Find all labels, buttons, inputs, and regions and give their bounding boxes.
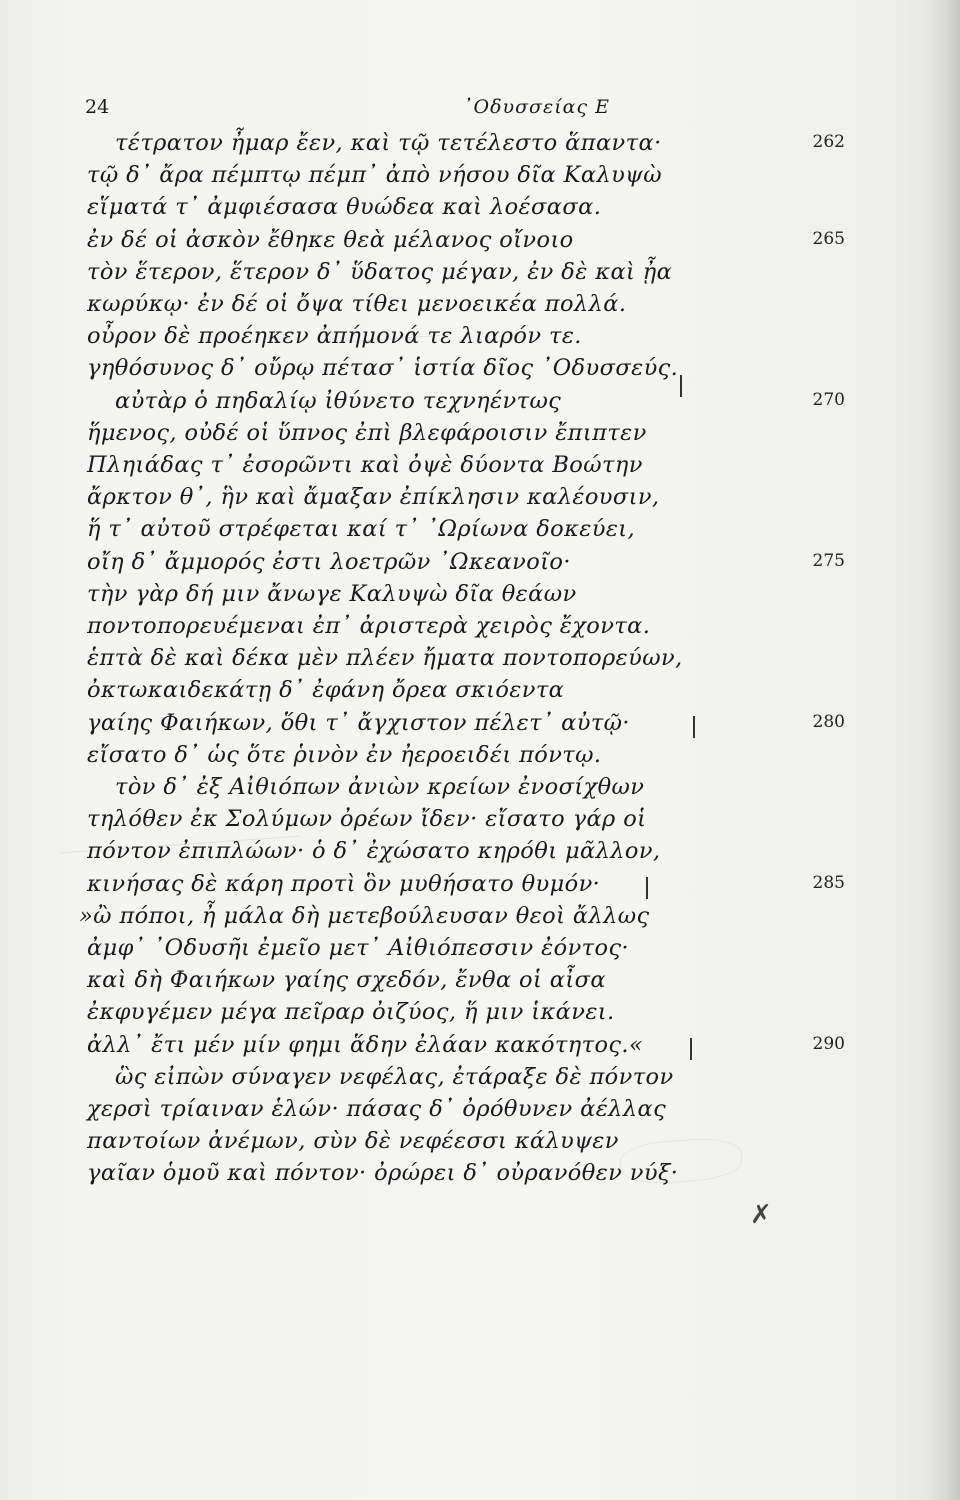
line-number: 285: [812, 872, 845, 893]
verse-line: [85, 420, 845, 454]
verse-text: οὖρον δὲ προέηκεν ἀπήμονά τε λιαρόν τε.: [87, 323, 582, 350]
verse-line: [85, 516, 845, 550]
verse-line: [79, 902, 845, 937]
page-edge-shadow: [924, 0, 960, 1500]
verse-text: εἴσατο δ᾽ ὡς ὅτε ῥινὸν ἐν ἠεροειδέι πόντῳ.: [87, 741, 602, 768]
verse-line: [85, 291, 845, 325]
margin-mark: [646, 877, 648, 899]
line-number: 275: [812, 550, 845, 571]
verse-line: [85, 1160, 845, 1194]
verse-line: [85, 227, 845, 261]
verse-line: [85, 999, 845, 1033]
verse-line: [85, 355, 845, 389]
margin-mark: [690, 1038, 692, 1060]
verse-line: [85, 162, 845, 196]
verse-text: τὴν γὰρ δή μιν ἄνωγε Καλυψὼ δῖα θεάων: [87, 580, 577, 607]
verse-text: γαῖαν ὁμοῦ καὶ πόντον· ὀρώρει δ᾽ οὐρανόθεν νύξ·: [87, 1160, 679, 1187]
verse-line: [85, 774, 845, 808]
verse-line: [85, 967, 845, 1001]
verse-text: αὐτὰρ ὁ πηδαλίῳ ἰθύνετο τεχνηέντως: [115, 387, 562, 414]
margin-mark: [680, 375, 682, 397]
line-number: 262: [812, 132, 845, 152]
verse-line: [85, 645, 845, 679]
verse-text: γαίης Φαιήκων, ὅθι τ᾽ ἄγχιστον πέλετ᾽ αὐτῷ·: [87, 709, 630, 736]
verse-text: γηθόσυνος δ᾽ οὔρῳ πέτασ᾽ ἱστία δῖος ᾽Οδυσσεύς.: [87, 355, 679, 382]
cross-mark-icon: ✗: [750, 1200, 772, 1230]
verse-line: [85, 935, 845, 969]
verse-text: παντοίων ἀνέμων, σὺν δὲ νεφέεσσι κάλυψεν: [87, 1128, 619, 1155]
verse-text: τὸν ἕτερον, ἕτερον δ᾽ ὕδατος μέγαν, ἐν δὲ καὶ ᾖα: [87, 258, 673, 285]
verse-text: ἀλλ᾽ ἔτι μέν μίν φημι ἅδην ἐλάαν κακότητος.«: [87, 1031, 644, 1058]
verse-text: τῷ δ᾽ ἄρα πέμπτῳ πέμπ᾽ ἀπὸ νήσου δῖα Καλυψὼ: [87, 162, 662, 189]
running-title: ᾽Οδυσσείας Ε: [463, 96, 611, 118]
verse-text: τηλόθεν ἐκ Σολύμων ὀρέων ἴδεν· εἴσατο γάρ οἱ: [87, 806, 647, 833]
line-number: 280: [812, 711, 845, 732]
verse-line: [85, 1064, 845, 1098]
verse-line: [85, 259, 845, 293]
page-number: 24: [85, 96, 110, 118]
verse-text: »ὢ πόποι, ἦ μάλα δὴ μετεβούλευσαν θεοὶ ἄλλως: [79, 902, 650, 929]
verse-text: ποντοπορευέμεναι ἐπ᾽ ἀριστερὰ χειρὸς ἔχοντα.: [87, 613, 651, 639]
verse-text: ἥμενος, οὐδέ οἱ ὕπνος ἐπὶ βλεφάροισιν ἔπιπτεν: [87, 419, 647, 446]
verse-line: [85, 871, 845, 905]
verse-text: ἄρκτον θ᾽, ἣν καὶ ἄμαξαν ἐπίκλησιν καλέουσιν,: [87, 484, 660, 511]
verse-line: [85, 613, 845, 647]
verse-line: [85, 452, 845, 486]
verse-line: [85, 484, 845, 518]
verse-text: ἥ τ᾽ αὐτοῦ στρέφεται καί τ᾽ ᾽Ωρίωνα δοκεύει,: [87, 516, 636, 543]
verse-text: ἑπτὰ δὲ καὶ δέκα μὲν πλέεν ἤματα ποντοπορεύων,: [87, 645, 683, 672]
verse-line: [85, 1096, 845, 1130]
line-number: 290: [812, 1033, 845, 1054]
verse-text: κινήσας δὲ κάρη προτὶ ὃν μυθήσατο θυμόν·: [87, 870, 601, 897]
margin-mark: [693, 716, 695, 738]
page-header: [85, 96, 845, 126]
verse-text: Πληιάδας τ᾽ ἐσορῶντι καὶ ὀψὲ δύοντα Βοώτην: [87, 452, 643, 478]
verse-line: [85, 581, 845, 615]
verse-text: οἴη δ᾽ ἄμμορός ἐστι λοετρῶν ᾽Ωκεανοῖο·: [87, 548, 571, 575]
verse-line: [85, 323, 845, 357]
verse-line: [85, 130, 845, 164]
verse-line: [85, 549, 845, 583]
verse-line: [85, 194, 845, 228]
verse-line: [85, 677, 845, 711]
verse-text: ἀμφ᾽ ᾽Οδυσῆι ἐμεῖο μετ᾽ Αἰθιόπεσσιν ἐόντος·: [87, 935, 630, 961]
verse-text: ὣς εἰπὼν σύναγεν νεφέλας, ἐτάραξε δὲ πόντον: [115, 1063, 674, 1090]
verse-line: [85, 742, 845, 776]
verse-line: [85, 1128, 845, 1162]
verse-text: τέτρατον ἦμαρ ἔεν, καὶ τῷ τετέλεστο ἅπαντα·: [115, 130, 662, 156]
verse-line: [85, 806, 845, 840]
verse-text: ὀκτωκαιδεκάτῃ δ᾽ ἐφάνη ὄρεα σκιόεντα: [87, 677, 565, 704]
verse-text: τὸν δ᾽ ἐξ Αἰθιόπων ἀνιὼν κρείων ἐνοσίχθων: [115, 774, 645, 800]
verse-text: χερσὶ τρίαιναν ἑλών· πάσας δ᾽ ὀρόθυνεν ἀέλλας: [87, 1096, 667, 1122]
verse-line: [85, 1032, 845, 1066]
verse-line: [85, 838, 845, 872]
verse-text: ἐν δέ οἱ ἀσκὸν ἔθηκε θεὰ μέλανος οἴνοιο: [87, 226, 574, 253]
line-number: 265: [812, 228, 845, 249]
verse-text: εἵματά τ᾽ ἀμφιέσασα θυώδεα καὶ λοέσασα.: [87, 194, 602, 221]
verse-text: κωρύκῳ· ἐν δέ οἱ ὄψα τίθει μενοεικέα πολλά.: [87, 291, 627, 317]
verse-text: ἐκφυγέμεν μέγα πεῖραρ ὀιζύος, ἥ μιν ἱκάνει.: [87, 999, 615, 1026]
verse-text: καὶ δὴ Φαιήκων γαίης σχεδόν, ἔνθα οἱ αἶσα: [87, 967, 606, 994]
line-number: 270: [812, 389, 845, 410]
verse-text: πόντον ἐπιπλώων· ὁ δ᾽ ἐχώσατο κηρόθι μᾶλλον,: [87, 838, 661, 865]
verse-line: [85, 710, 845, 744]
verse-line: [85, 388, 845, 422]
